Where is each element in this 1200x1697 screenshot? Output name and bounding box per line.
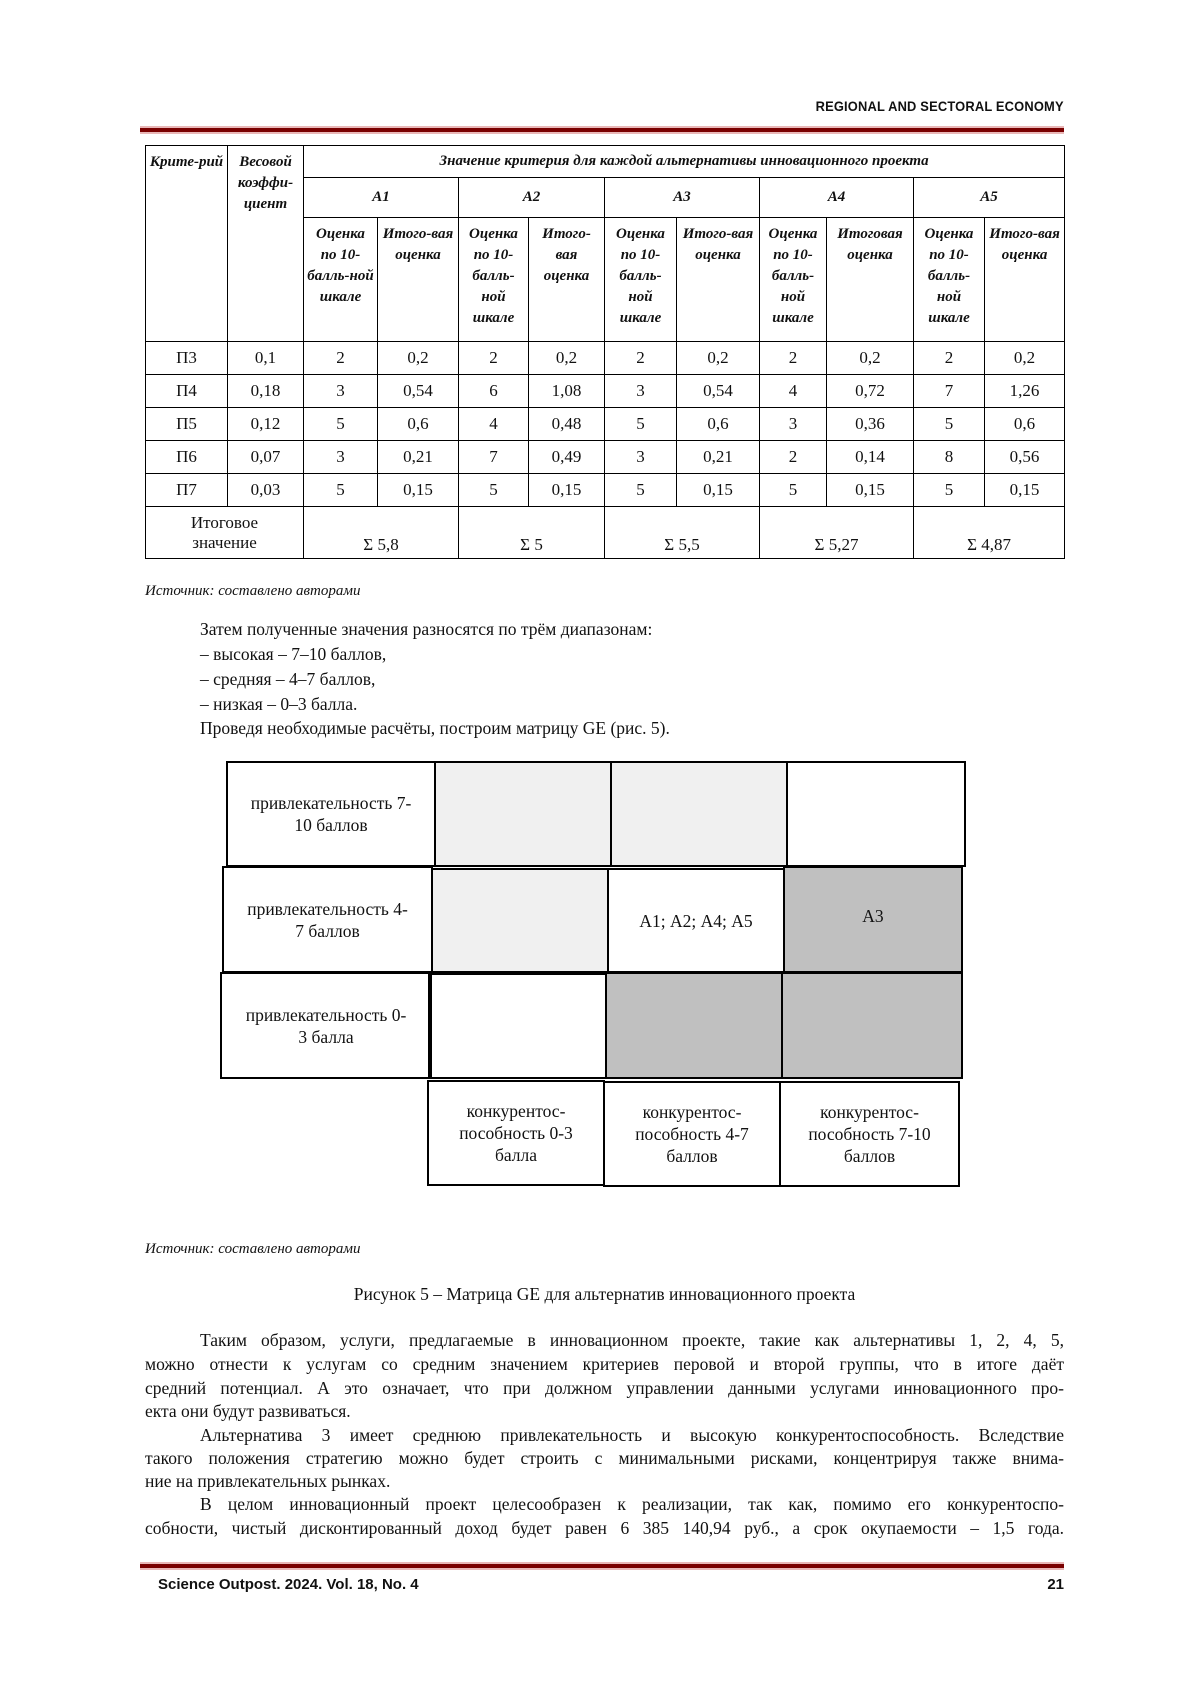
subcol-header: Оценка по 10-балль-ной шкале <box>304 218 378 342</box>
value-cell: 3 <box>760 408 827 441</box>
page-number: 21 <box>1047 1576 1064 1593</box>
value-cell: 2 <box>459 342 529 375</box>
alt-header: А5 <box>914 178 1065 218</box>
col-label-mid: конкурентос-пособность 4-7 баллов <box>603 1081 781 1187</box>
value-cell: 5 <box>914 474 985 507</box>
subcol-header: Оценка по 10-балль-ной шкале <box>605 218 677 342</box>
table-source: Источник: составлено авторами <box>145 582 360 600</box>
subcol-header: Оценка по 10-балль-ной шкале <box>914 218 985 342</box>
cell-mid-high: А3 <box>783 866 963 973</box>
body-line: можно отнести к услугам со средним значением критериев перовой и второй группы, что в итоге даёт <box>145 1354 1064 1375</box>
value-cell: 0,2 <box>827 342 914 375</box>
figure-caption: Рисунок 5 – Матрица GE для альтернатив инновационного проекта <box>145 1284 1064 1305</box>
cell-low-high <box>781 972 963 1079</box>
alt-header: А3 <box>605 178 760 218</box>
value-cell: 3 <box>304 375 378 408</box>
row-label-high: привлекательность 7-10 баллов <box>226 761 436 867</box>
col-weight-header: Весовой коэффи-циент <box>228 146 304 342</box>
value-cell: 7 <box>459 441 529 474</box>
value-cell: 0,72 <box>827 375 914 408</box>
body-line: такого положения стратегию можно будет строить с минимальными рисками, концентрируя также внима- <box>145 1448 1064 1469</box>
value-cell: 1,08 <box>529 375 605 408</box>
table-row <box>146 342 1065 375</box>
criterion-cell: П7 <box>146 474 228 507</box>
total-cell: Σ 5,5 <box>605 507 760 559</box>
criterion-cell: П5 <box>146 408 228 441</box>
weight-cell: 0,1 <box>228 342 304 375</box>
criterion-cell: П4 <box>146 375 228 408</box>
subcol-header: Оценка по 10-балль-ной шкале <box>459 218 529 342</box>
value-cell: 0,56 <box>985 441 1065 474</box>
alt-header: А4 <box>760 178 914 218</box>
total-cell: Σ 4,87 <box>914 507 1065 559</box>
weight-cell: 0,07 <box>228 441 304 474</box>
body-line: Альтернатива 3 имеет среднюю привлекательность и высокую конкурентоспособность. Вследствие <box>145 1425 1064 1446</box>
weight-cell: 0,18 <box>228 375 304 408</box>
table-row <box>146 441 1065 474</box>
value-cell: 8 <box>914 441 985 474</box>
body-line: ние на привлекательных рынках. <box>145 1471 1064 1492</box>
cell-mid-mid: А1; А2; А4; А5 <box>607 868 785 973</box>
value-cell: 6 <box>459 375 529 408</box>
value-cell: 0,6 <box>985 408 1065 441</box>
total-label: Итоговое значение <box>146 507 304 559</box>
value-cell: 2 <box>605 342 677 375</box>
cell-low-low <box>428 973 607 1079</box>
group-header: Значение критерия для каждой альтернативы инновационного проекта <box>304 146 1065 178</box>
value-cell: 3 <box>605 375 677 408</box>
value-cell: 0,15 <box>985 474 1065 507</box>
value-cell: 0,2 <box>677 342 760 375</box>
total-cell: Σ 5 <box>459 507 605 559</box>
body-line: Таким образом, услуги, предлагаемые в инновационном проекте, такие как альтернативы 1, 2, 4, 5, <box>145 1330 1064 1351</box>
value-cell: 0,15 <box>677 474 760 507</box>
subcol-header: Итого-вая оценка <box>529 218 605 342</box>
cell-mid-low <box>431 868 609 973</box>
criterion-cell: П3 <box>146 342 228 375</box>
running-header: REGIONAL AND SECTORAL ECONOMY <box>816 98 1064 114</box>
journal-footer: Science Outpost. 2024. Vol. 18, No. 4 <box>158 1576 419 1593</box>
total-cell: Σ 5,8 <box>304 507 459 559</box>
value-cell: 0,15 <box>378 474 459 507</box>
value-cell: 0,48 <box>529 408 605 441</box>
weight-cell: 0,12 <box>228 408 304 441</box>
value-cell: 0,21 <box>378 441 459 474</box>
value-cell: 5 <box>304 474 378 507</box>
value-cell: 1,26 <box>985 375 1065 408</box>
intro-line: – средняя – 4–7 баллов, <box>200 669 375 690</box>
subcol-header: Итоговая оценка <box>827 218 914 342</box>
intro-line: Затем полученные значения разносятся по трём диапазонам: <box>200 619 652 640</box>
total-cell: Σ 5,27 <box>760 507 914 559</box>
table-row <box>146 408 1065 441</box>
cell-high-high <box>786 761 966 867</box>
subcol-header: Итого-вая оценка <box>677 218 760 342</box>
value-cell: 0,6 <box>378 408 459 441</box>
value-cell: 0,36 <box>827 408 914 441</box>
row-label-low: привлекательность 0-3 балла <box>220 972 432 1079</box>
value-cell: 2 <box>760 342 827 375</box>
subcol-header: Оценка по 10-балль-ной шкале <box>760 218 827 342</box>
table-row <box>146 375 1065 408</box>
value-cell: 0,2 <box>529 342 605 375</box>
cell-high-low <box>434 761 612 867</box>
value-cell: 3 <box>304 441 378 474</box>
col-label-high: конкурентос-пособность 7-10 баллов <box>779 1081 960 1187</box>
value-cell: 5 <box>459 474 529 507</box>
value-cell: 0,54 <box>378 375 459 408</box>
subcol-header: Итого-вая оценка <box>985 218 1065 342</box>
value-cell: 5 <box>605 474 677 507</box>
value-cell: 5 <box>304 408 378 441</box>
criterion-cell: П6 <box>146 441 228 474</box>
alt-header: А2 <box>459 178 605 218</box>
value-cell: 5 <box>914 408 985 441</box>
value-cell: 2 <box>914 342 985 375</box>
header-rule <box>140 126 1064 134</box>
value-cell: 2 <box>304 342 378 375</box>
row-label-mid: привлекательность 4-7 баллов <box>222 866 433 973</box>
body-line: В целом инновационный проект целесообразен к реализации, так как, помимо его конкурентоспо- <box>145 1494 1064 1515</box>
value-cell: 0,6 <box>677 408 760 441</box>
criteria-table <box>145 145 1065 559</box>
value-cell: 0,15 <box>529 474 605 507</box>
intro-line: Проведя необходимые расчёты, построим матрицу GE (рис. 5). <box>200 718 670 739</box>
value-cell: 5 <box>760 474 827 507</box>
weight-cell: 0,03 <box>228 474 304 507</box>
intro-line: – высокая – 7–10 баллов, <box>200 644 386 665</box>
intro-line: – низкая – 0–3 балла. <box>200 694 357 715</box>
alt-header: А1 <box>304 178 459 218</box>
body-line: екта они будут развиваться. <box>145 1401 1064 1422</box>
figure-source: Источник: составлено авторами <box>145 1240 360 1258</box>
value-cell: 0,49 <box>529 441 605 474</box>
value-cell: 0,2 <box>985 342 1065 375</box>
footer-rule <box>140 1562 1064 1570</box>
value-cell: 3 <box>605 441 677 474</box>
value-cell: 4 <box>760 375 827 408</box>
cell-low-mid <box>605 972 783 1079</box>
value-cell: 0,54 <box>677 375 760 408</box>
subcol-header: Итого-вая оценка <box>378 218 459 342</box>
cell-high-mid <box>610 761 788 867</box>
value-cell: 0,2 <box>378 342 459 375</box>
body-line: средний потенциал. А это означает, что при должном управлении данными услугами инновационного про- <box>145 1378 1064 1399</box>
value-cell: 2 <box>760 441 827 474</box>
body-line: собности, чистый дисконтированный доход будет равен 6 385 140,94 руб., а срок окупаемости – 1,5 года. <box>145 1518 1064 1539</box>
value-cell: 0,14 <box>827 441 914 474</box>
col-label-low: конкурентос-пособность 0-3 балла <box>427 1080 605 1186</box>
value-cell: 5 <box>605 408 677 441</box>
col-criterion-header: Крите-рий <box>146 146 228 342</box>
value-cell: 4 <box>459 408 529 441</box>
table-row <box>146 474 1065 507</box>
value-cell: 0,15 <box>827 474 914 507</box>
value-cell: 0,21 <box>677 441 760 474</box>
value-cell: 7 <box>914 375 985 408</box>
